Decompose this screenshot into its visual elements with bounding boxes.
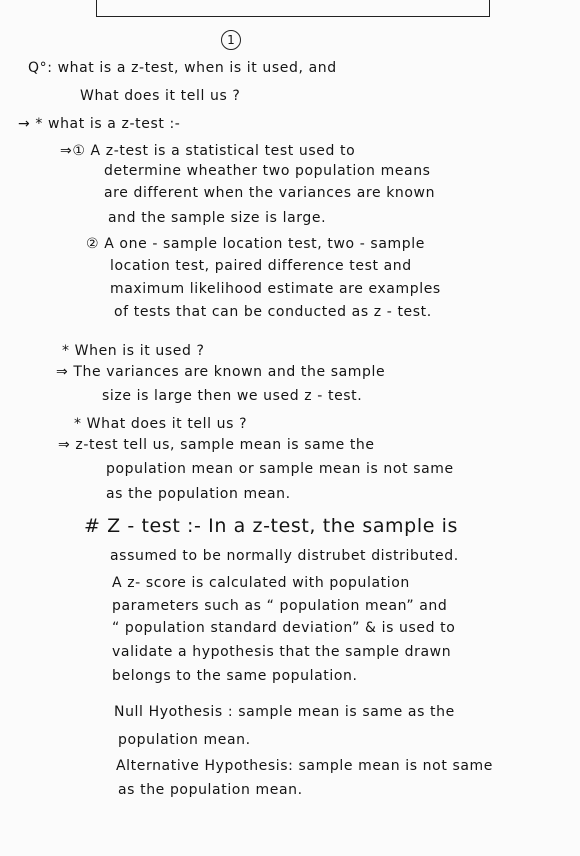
note-line: population mean. xyxy=(118,732,251,748)
note-line: parameters such as “ population mean” and xyxy=(112,598,448,614)
note-line: location test, paired difference test and xyxy=(110,258,412,274)
note-line: “ population standard deviation” & is used to xyxy=(112,620,456,636)
note-line: determine wheather two population means xyxy=(104,163,431,179)
note-line: belongs to the same population. xyxy=(112,668,358,684)
note-line: ② A one - sample location test, two - sample xyxy=(86,236,425,252)
header-box xyxy=(96,0,490,17)
note-line: validate a hypothesis that the sample drawn xyxy=(112,644,452,660)
note-line: assumed to be normally distrubet distributed. xyxy=(110,548,459,564)
null-hypothesis-line: Null Hyothesis : sample mean is same as the xyxy=(114,704,455,720)
note-line: A z- score is calculated with population xyxy=(112,575,410,591)
page-number: 1 xyxy=(221,30,241,50)
note-line: maximum likelihood estimate are examples xyxy=(110,281,441,297)
note-line: are different when the variances are known xyxy=(104,185,436,201)
note-line: ⇒ The variances are known and the sample xyxy=(56,364,386,380)
alternative-hypothesis-line: Alternative Hypothesis: sample mean is not same xyxy=(116,758,493,774)
note-line: as the population mean. xyxy=(106,486,291,502)
note-line: and the sample size is large. xyxy=(108,210,327,226)
section-heading-z-test: # Z - test :- In a z-test, the sample is xyxy=(84,515,459,537)
note-line: size is large then we used z - test. xyxy=(102,388,363,404)
note-line: ⇒① A z-test is a statistical test used to xyxy=(60,143,356,159)
note-line: of tests that can be conducted as z - test. xyxy=(114,304,432,320)
note-line: * When is it used ? xyxy=(62,343,205,359)
note-line: What does it tell us ? xyxy=(80,88,241,104)
note-line: * What does it tell us ? xyxy=(74,416,248,432)
note-line: population mean or sample mean is not same xyxy=(106,461,454,477)
note-line: ⇒ z-test tell us, sample mean is same the xyxy=(58,437,375,453)
note-line: as the population mean. xyxy=(118,782,303,798)
note-line: → * what is a z-test :- xyxy=(18,116,181,132)
note-line: Q°: what is a z-test, when is it used, and xyxy=(28,60,337,76)
